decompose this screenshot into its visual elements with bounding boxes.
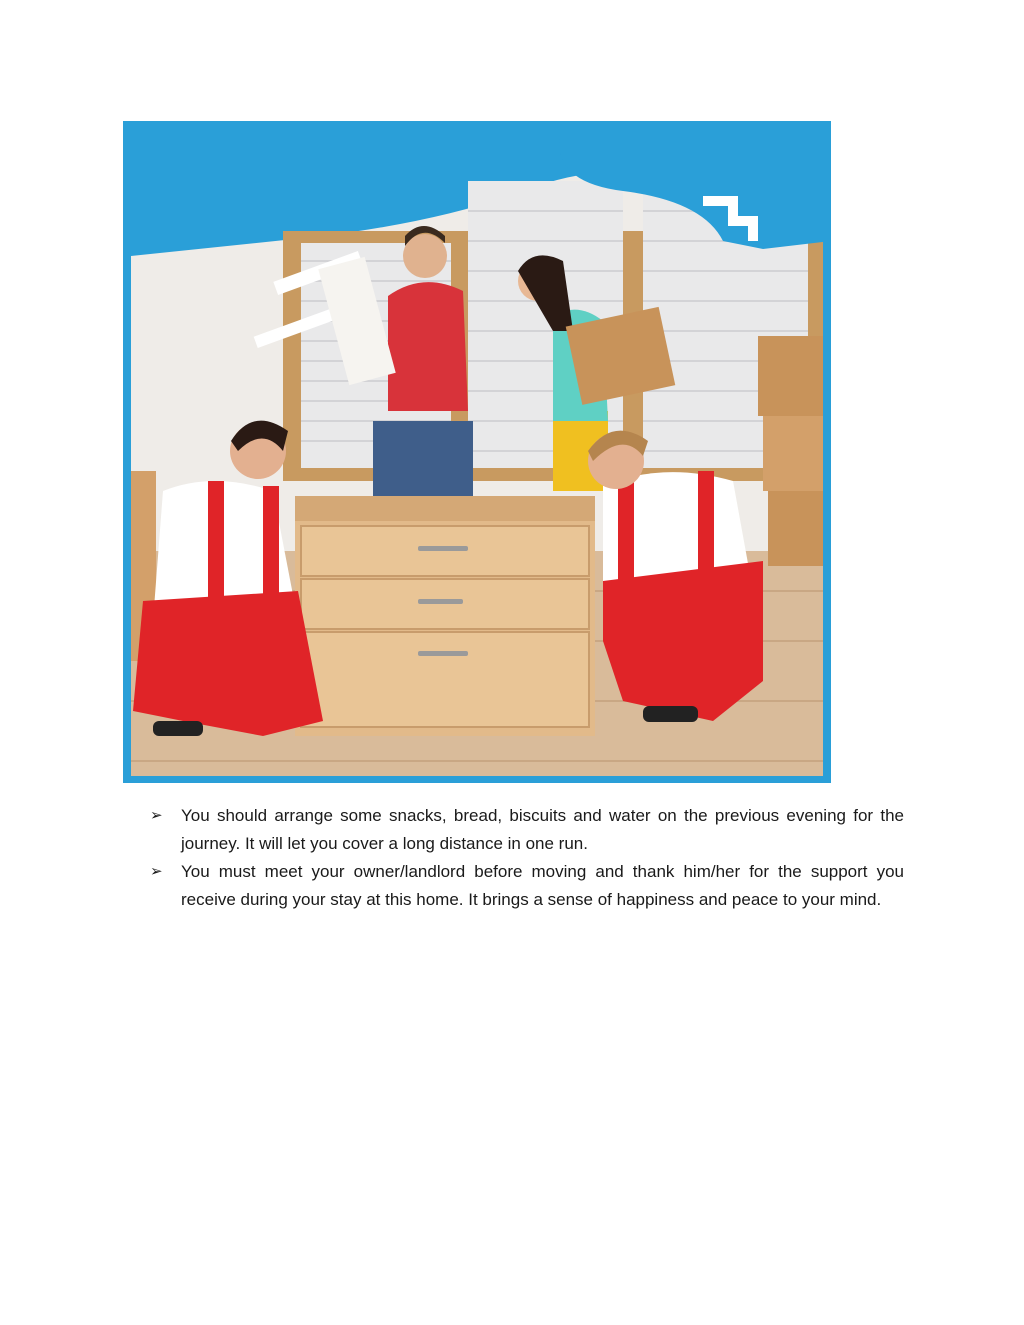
arrow-bullet-icon: ➢ (150, 863, 163, 880)
bullet-item (150, 802, 904, 858)
arrow-bullet-icon: ➢ (150, 807, 163, 824)
moving-photo-illustration (123, 121, 831, 783)
bullet-item (150, 858, 904, 914)
bullet-list (150, 802, 904, 914)
moving-photo (123, 121, 831, 783)
bullet-text: You should arrange some snacks, bread, biscuits and water on the previous evening for the journey. It will let you cover a long distance in one run. (181, 806, 904, 853)
bullet-text: You must meet your owner/landlord before moving and thank him/her for the support you receive during your stay at this home. It brings a sense of happiness and peace to your mind. (181, 862, 904, 909)
